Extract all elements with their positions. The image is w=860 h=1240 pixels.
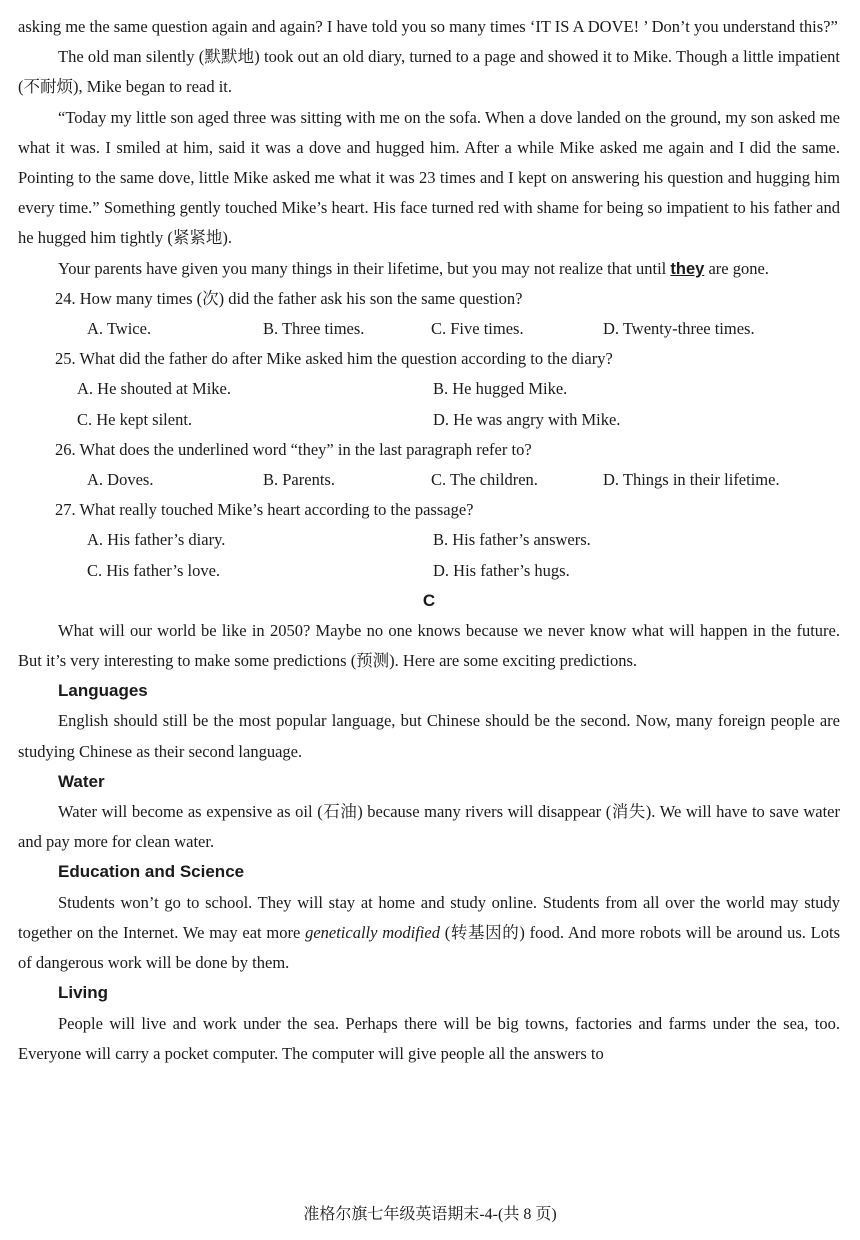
option-26-c: C. The children. xyxy=(431,470,538,490)
question-26-options xyxy=(18,465,840,495)
living-paragraph: People will live and work under the sea. Perhaps there will be big towns, factories and farms under the sea, too. Everyone will carry a pocket computer. The computer will give people all the answers to xyxy=(18,1013,840,1063)
option-25-a: A. He shouted at Mike. xyxy=(77,379,231,399)
option-24-c: C. Five times. xyxy=(431,319,524,339)
education-text-start: Students won’t go to school. They will stay at home and study online. Students from all over the world may study together on the Internet. We may eat more xyxy=(18,892,840,942)
languages-paragraph: English should still be the most popular language, but Chinese should be the second. Now, many foreign people are studying Chinese as their second language. xyxy=(18,711,840,761)
option-25-c: C. He kept silent. xyxy=(77,409,193,429)
option-24-b: B. Three times. xyxy=(263,319,365,339)
question-27-options-row-1 xyxy=(18,525,840,555)
question-25-options-row-2 xyxy=(18,405,840,435)
question-27-stem: 27. What really touched Mike’s heart according to the passage? xyxy=(55,500,474,520)
underlined-word-they: they xyxy=(670,259,705,278)
question-25-stem: 25. What did the father do after Mike asked him the question according to the diary? xyxy=(55,349,613,369)
option-26-b: B. Parents. xyxy=(263,470,335,490)
passage-b-paragraph-0: asking me the same question again and again? I have told you so many times ‘IT IS A DOVE! ’ Don’t you understand this?” xyxy=(18,17,838,36)
paragraph-3-text-start: Your parents have given you many things in their lifetime, but you may not realize that until xyxy=(58,258,671,278)
question-24-options xyxy=(18,314,840,344)
option-27-a: A. His father’s diary. xyxy=(87,530,226,550)
option-26-a: A. Doves. xyxy=(87,470,154,490)
passage-b-paragraph-3 xyxy=(18,254,840,284)
passage-b-paragraph-1: The old man silently (默默地) took out an old diary, turned to a page and showed it to Mike. Though a little impatient (不耐烦), Mike began to read it. xyxy=(18,47,840,97)
question-25-options-row-1 xyxy=(18,374,840,404)
option-24-a: A. Twice. xyxy=(87,319,152,339)
languages-heading: Languages xyxy=(58,681,148,701)
education-science-heading: Education and Science xyxy=(58,862,245,882)
paragraph-3-text-end: are gone. xyxy=(704,258,769,278)
question-24-stem: 24. How many times (次) did the father ask his son the same question? xyxy=(55,288,523,308)
option-27-d: D. His father’s hugs. xyxy=(433,560,570,580)
water-heading: Water xyxy=(58,771,105,791)
option-24-d: D. Twenty-three times. xyxy=(603,319,755,339)
education-science-paragraph xyxy=(18,888,840,979)
section-c-heading: C xyxy=(422,590,436,610)
italic-term: genetically modified xyxy=(305,922,440,942)
exam-page xyxy=(18,12,840,1069)
option-27-c: C. His father’s love. xyxy=(87,560,221,580)
question-26-stem: 26. What does the underlined word “they” in the last paragraph refer to? xyxy=(55,439,532,459)
option-25-d: D. He was angry with Mike. xyxy=(433,409,621,429)
option-26-d: D. Things in their lifetime. xyxy=(603,470,780,490)
question-27-options-row-2 xyxy=(18,556,840,586)
option-25-b: B. He hugged Mike. xyxy=(433,379,568,399)
page-footer: 准格尔旗七年级英语期末-4-(共 8 页) xyxy=(303,1206,557,1223)
option-27-b: B. His father’s answers. xyxy=(433,530,591,550)
passage-b-paragraph-2: “Today my little son aged three was sitting with me on the sofa. When a dove landed on the ground, my son asked me what it was. I smiled at him, said it was a dove and hugged him. After a while Mike asked me again and I did the same. Pointing to the same dove, little Mike asked me what it was 23 times and I kept on answering his question and hugging him every time.” Something gently touched Mike’s heart. His face turned red with shame for being so impatient to his father and he hugged him tightly (紧紧地). xyxy=(18,107,840,248)
living-heading: Living xyxy=(58,983,109,1003)
education-text-end: (转基因的) food. And more robots will be around us. Lots of dangerous work will be done by them. xyxy=(18,922,840,973)
water-paragraph: Water will become as expensive as oil (石油) because many rivers will disappear (消失). We will have to save water and pay more for clean water. xyxy=(18,802,840,852)
section-c-intro: What will our world be like in 2050? Maybe no one knows because we never know what will happen in the future. But it’s very interesting to make some predictions (预测). Here are some exciting predictions. xyxy=(18,620,840,671)
